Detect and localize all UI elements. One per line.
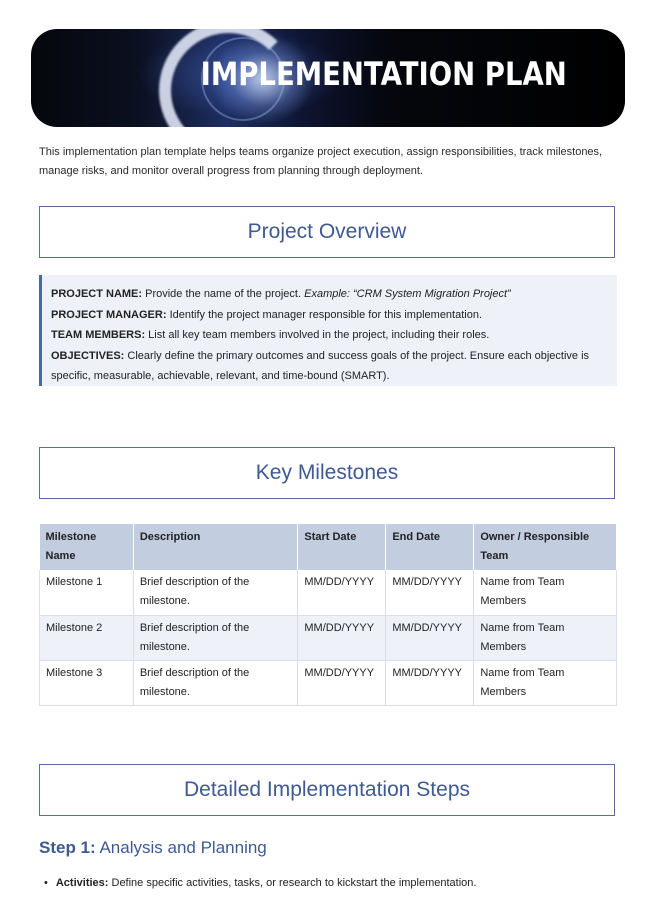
- table-cell: Milestone 2: [40, 615, 134, 660]
- step-1-heading: [39, 838, 267, 858]
- table-cell: Name from Team Members: [474, 570, 617, 615]
- project-manager-text: Identify the project manager responsible for this implementation.: [166, 308, 483, 321]
- table-cell: MM/DD/YYYY: [298, 570, 386, 615]
- table-cell: Brief description of the milestone.: [133, 570, 298, 615]
- table-cell: MM/DD/YYYY: [386, 570, 474, 615]
- table-cell: MM/DD/YYYY: [386, 660, 474, 705]
- table-row: [40, 570, 617, 615]
- column-header: Owner / Responsible Team: [474, 524, 617, 570]
- column-header: Milestone Name: [40, 524, 134, 570]
- table-cell: Brief description of the milestone.: [133, 615, 298, 660]
- table-cell: MM/DD/YYYY: [298, 660, 386, 705]
- column-header: Start Date: [298, 524, 386, 570]
- objectives-label: OBJECTIVES:: [51, 349, 125, 362]
- intro-paragraph: This implementation plan template helps teams organize project execution, assign responsibilities, track milestones, manage risks, and monitor overall progress from planning through deployment.: [39, 146, 603, 177]
- list-item: [44, 877, 614, 889]
- table-row: [40, 660, 617, 705]
- step-1-number: Step 1:: [39, 838, 96, 857]
- project-overview-card: [39, 275, 617, 386]
- table-cell: Name from Team Members: [474, 615, 617, 660]
- implementation-steps-heading-box: [39, 764, 615, 816]
- project-overview-heading-box: [39, 206, 615, 258]
- header-banner: [31, 29, 625, 127]
- table-cell: Brief description of the milestone.: [133, 660, 298, 705]
- table-cell: MM/DD/YYYY: [298, 615, 386, 660]
- column-header: Description: [133, 524, 298, 570]
- key-milestones-heading-box: [39, 447, 615, 499]
- project-manager-line: [51, 305, 609, 326]
- document-title: IMPLEMENTATION PLAN: [200, 55, 567, 93]
- activities-label: Activities:: [55, 877, 109, 889]
- project-name-text: Provide the name of the project.: [142, 288, 305, 300]
- table-header-row: [40, 524, 617, 570]
- activities-text: Define specific activities, tasks, or research to kickstart the implementation.: [108, 877, 477, 889]
- milestones-table: [39, 524, 617, 706]
- team-members-text: List all key team members involved in the project, including their roles.: [145, 329, 490, 341]
- table-cell: Milestone 3: [40, 660, 134, 705]
- project-name-label: PROJECT NAME:: [51, 288, 143, 300]
- table-cell: Milestone 1: [40, 570, 134, 615]
- step-1-title: Analysis and Planning: [95, 838, 267, 857]
- table-cell: Name from Team Members: [474, 660, 617, 705]
- project-name-line: [51, 284, 609, 305]
- table-cell: MM/DD/YYYY: [386, 615, 474, 660]
- implementation-steps-heading: Detailed Implementation Steps: [184, 778, 470, 801]
- team-members-line: [51, 325, 609, 346]
- key-milestones-heading: Key Milestones: [255, 461, 399, 484]
- column-header: End Date: [386, 524, 474, 570]
- team-members-label: TEAM MEMBERS:: [51, 329, 146, 341]
- project-manager-label: PROJECT MANAGER:: [51, 308, 167, 321]
- objectives-line: [51, 346, 609, 387]
- project-overview-heading: Project Overview: [247, 220, 407, 243]
- objectives-text: Clearly define the primary outcomes and success goals of the project. Ensure each objective is specific, measurable, achievable, relevant, and time-bound (SMART).: [51, 349, 590, 382]
- table-row: [40, 615, 617, 660]
- step-1-activities-list: [44, 877, 614, 889]
- project-name-example: Example: “CRM System Migration Project”: [304, 288, 511, 300]
